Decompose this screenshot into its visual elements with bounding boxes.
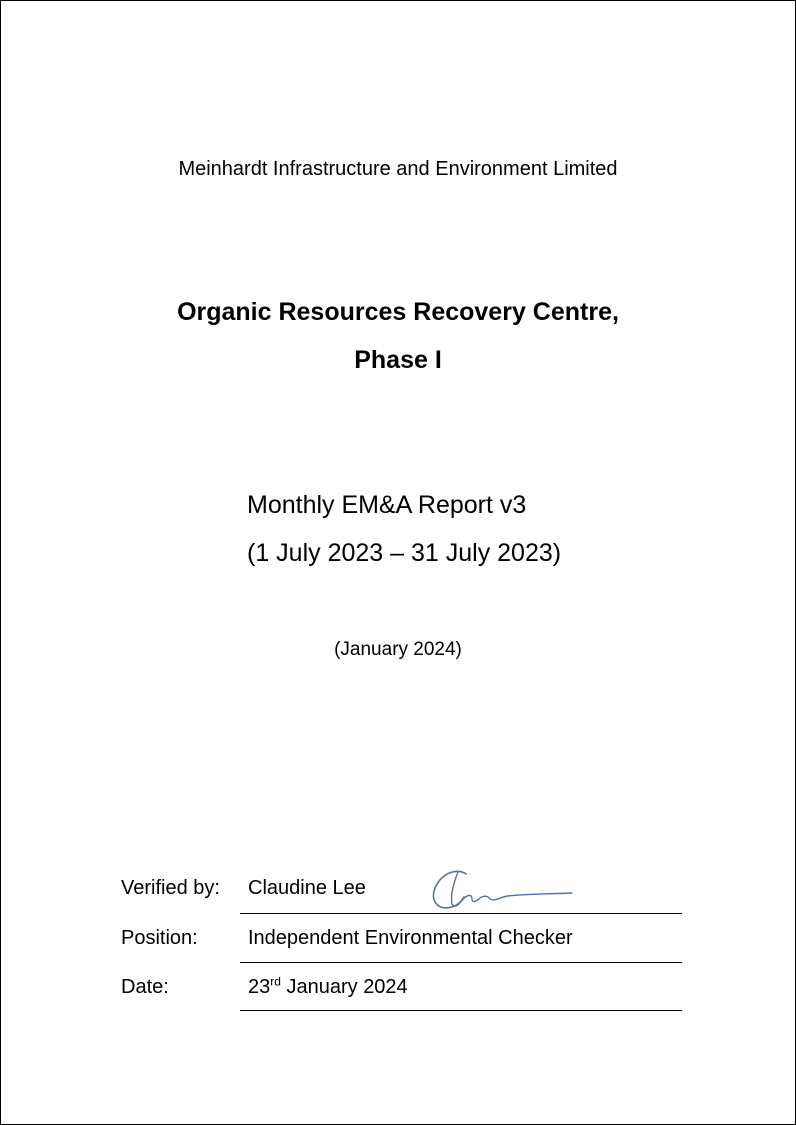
position-label: Position: xyxy=(121,927,198,949)
position-rule xyxy=(240,962,682,963)
project-title: Organic Resources Recovery Centre, xyxy=(177,298,619,326)
verified-by-rule xyxy=(240,913,682,914)
verified-by-value: Claudine Lee xyxy=(248,877,366,899)
report-title: Monthly EM&A Report v3 xyxy=(247,491,527,519)
verified-by-label: Verified by: xyxy=(121,877,220,899)
report-period: (1 July 2023 – 31 July 2023) xyxy=(247,539,562,567)
date-rule xyxy=(240,1010,682,1011)
issue-date: (January 2024) xyxy=(334,639,462,660)
date-month-year: January 2024 xyxy=(280,976,408,998)
date-ordinal-suffix: rd xyxy=(270,974,281,989)
company-name: Meinhardt Infrastructure and Environment Limited xyxy=(178,158,618,180)
position-value: Independent Environmental Checker xyxy=(248,927,573,949)
date-day: 23 xyxy=(248,976,271,998)
project-subtitle: Phase I xyxy=(354,346,442,374)
signature-image xyxy=(428,864,578,914)
date-value xyxy=(248,976,408,999)
date-label: Date: xyxy=(121,976,169,998)
